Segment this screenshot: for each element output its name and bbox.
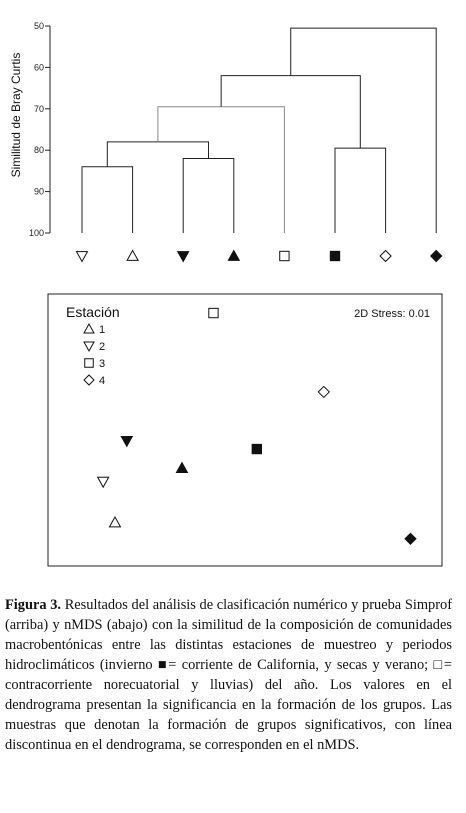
nmds-point [405,533,416,544]
nmds-frame [48,294,442,566]
leaf-marker [228,251,239,261]
dendrogram-link [291,28,436,233]
legend-label: 1 [99,324,106,336]
legend-marker [85,359,94,368]
nmds-legend [66,304,120,387]
leaf-marker [77,252,88,262]
caption-text: Resultados del análisis de clasificación numérico y prueba Simprof (arriba) y nMDS (abajo) con la similitud de la composición de comunidades macrobentónicas entre las distintas estaciones de muestreo y periodos hidroclimáticos (invierno ■= corriente de California, y secas y verano; □= contracorriente norecuatorial y lluvias) del año. Los valores en el dendrograma presentan la significancia en la formación de los grupos. Las muestras que denotan la formación de grupos significativos, con línea discontinua en el dendrograma, se corresponden en el nMDS. [5,597,452,753]
leaf-marker [178,252,189,262]
nmds-plot [48,294,442,566]
leaf-marker [330,251,339,260]
y-tick-label: 70 [33,103,44,114]
y-tick-label: 60 [33,62,44,73]
nmds-point [98,477,109,487]
dendrogram [9,21,442,262]
y-tick-label: 80 [33,145,44,156]
dendrogram-link [107,142,208,167]
dendrogram-link [221,76,360,148]
leaf-marker [280,251,289,260]
dendrogram-link [158,107,285,233]
dendrogram-y-axis [29,21,50,238]
nmds-points [98,308,416,544]
y-tick-label: 100 [28,228,44,238]
dendrogram-link [82,167,133,233]
nmds-point [109,517,120,527]
nmds-point [121,436,132,446]
leaf-marker [431,251,442,262]
figure-caption [5,595,452,755]
y-tick-label: 90 [33,186,44,197]
dendrogram-link [335,148,386,233]
dendrogram-link [183,158,234,233]
dendrogram-leaf-markers [77,251,442,262]
legend-marker [84,342,94,351]
stress-annotation: 2D Stress: 0.01 [354,308,430,320]
leaf-marker [380,251,391,262]
nmds-point [209,308,218,317]
nmds-point [176,463,187,473]
legend-marker [84,375,94,385]
y-tick-label: 50 [33,21,44,31]
dendrogram-links [82,28,436,233]
dendrogram-y-axis-title: Similitud de Bray Curtis [9,52,23,178]
nmds-point [252,444,261,453]
legend-label: 2 [99,341,106,353]
legend-title: Estación [66,304,120,320]
nmds-point [318,386,329,397]
legend-label: 4 [99,375,106,387]
caption-label: Figura 3. [5,597,62,613]
legend-marker [84,324,94,333]
leaf-marker [127,251,138,261]
legend-label: 3 [99,358,106,370]
